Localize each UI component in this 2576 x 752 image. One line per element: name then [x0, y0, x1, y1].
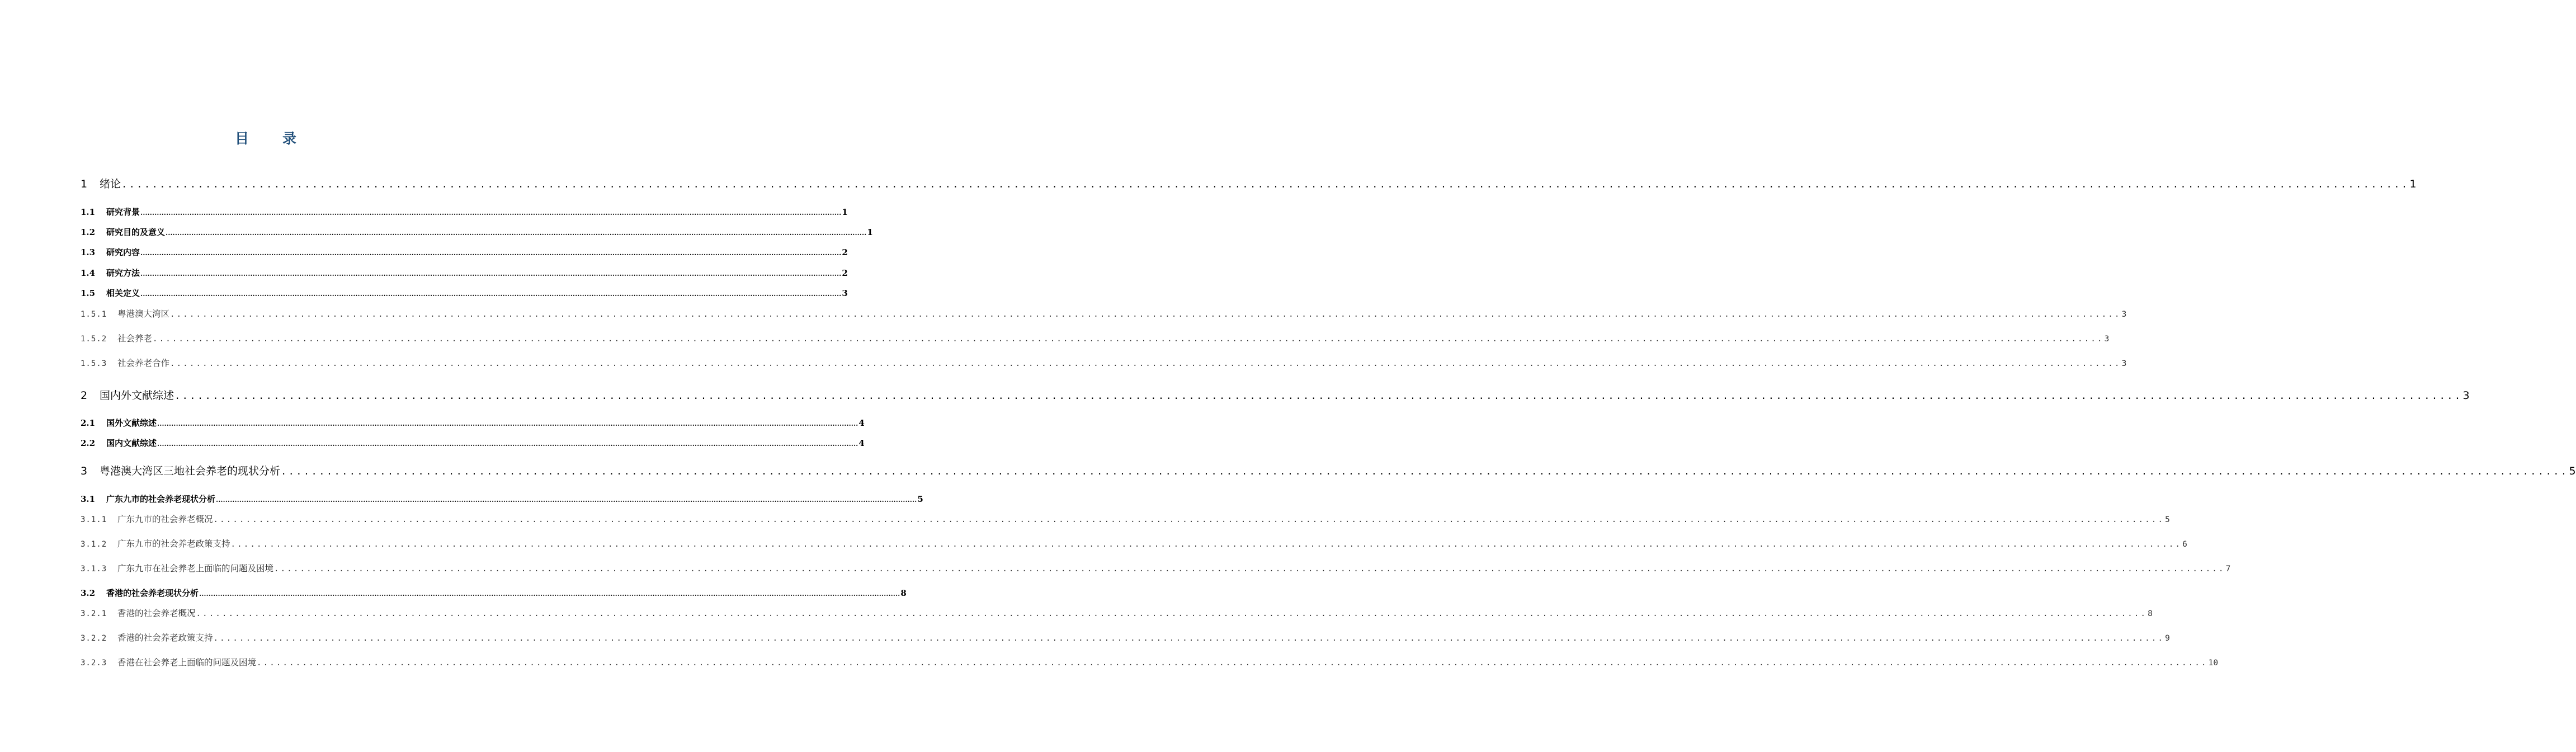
entry-page: 7: [2225, 565, 2231, 574]
entry-number: 3.1: [81, 494, 96, 504]
entry-page: 2: [842, 268, 848, 278]
entry-title: 粤港澳大湾区三地社会养老的现状分析: [100, 465, 281, 477]
entry-page: 3: [2462, 389, 2470, 402]
toc-title-char-2: 录: [282, 130, 297, 147]
entry-page: 3: [842, 288, 848, 298]
entry-page: 6: [2182, 540, 2187, 549]
dot-leader: ............................................................................................................................................................................................................................................................................................................: [213, 634, 2165, 643]
entry-number: 3.2.3: [81, 659, 107, 668]
entry-title: 香港的社会养老现状分析: [106, 588, 199, 598]
entry-page: 1: [2409, 178, 2417, 190]
toc-entry[interactable]: [81, 562, 2231, 574]
dot-leader: ............................................................................................................................................................................................................................................................................................................: [170, 310, 2121, 319]
toc-entry[interactable]: [81, 437, 865, 449]
dot-leader: ............................................................................................................................................................................................................................................................................................................: [140, 209, 842, 217]
entry-number: 1.1: [81, 207, 96, 217]
entry-title: 粤港澳大湾区: [117, 309, 170, 319]
dot-leader: ............................................................................................................................................................................................................................................................................................................: [230, 540, 2182, 549]
entry-number: 1.5.3: [81, 359, 107, 368]
entry-number: 3.2: [81, 588, 96, 598]
dot-leader: ............................................................................................................................................................................................................................................................................................................: [174, 391, 2462, 402]
dot-leader: ............................................................................................................................................................................................................................................................................................................: [157, 420, 858, 427]
toc-entry[interactable]: [81, 537, 2187, 549]
entry-number: 1.2: [81, 227, 96, 237]
dot-leader: ............................................................................................................................................................................................................................................................................................................: [199, 590, 900, 598]
entry-page: 9: [2165, 634, 2170, 643]
dot-leader: ............................................................................................................................................................................................................................................................................................................: [196, 609, 2148, 618]
entry-page: 3: [2104, 335, 2110, 344]
entry-number: 1.5: [81, 288, 96, 298]
entry-page: 3: [2121, 359, 2127, 368]
toc-entry[interactable]: [81, 246, 848, 258]
toc-entry[interactable]: [81, 287, 848, 299]
toc-entry[interactable]: [81, 631, 2170, 643]
dot-leader: ............................................................................................................................................................................................................................................................................................................: [213, 515, 2165, 524]
toc-title-char-1: 目: [234, 130, 249, 147]
toc-entry[interactable]: [81, 417, 865, 429]
toc-entry[interactable]: [81, 493, 923, 505]
dot-leader: ............................................................................................................................................................................................................................................................................................................: [166, 229, 867, 237]
dot-leader: ............................................................................................................................................................................................................................................................................................................: [170, 359, 2121, 368]
toc-entry[interactable]: [81, 587, 907, 599]
dot-leader: ............................................................................................................................................................................................................................................................................................................: [216, 496, 917, 504]
toc-entry[interactable]: [81, 607, 2153, 619]
entry-page: 10: [2208, 659, 2219, 668]
entry-title: 研究背景: [106, 207, 140, 217]
entry-page: 1: [867, 227, 873, 237]
entry-title: 香港的社会养老概况: [117, 608, 196, 618]
dot-leader: ............................................................................................................................................................................................................................................................................................................: [121, 179, 2409, 190]
entry-number: 2: [81, 389, 88, 402]
entry-title: 绪论: [100, 178, 121, 190]
dot-leader: ............................................................................................................................................................................................................................................................................................................: [140, 249, 842, 257]
dot-leader: ............................................................................................................................................................................................................................................................................................................: [140, 270, 842, 278]
entry-number: 3.2.1: [81, 609, 107, 618]
toc-entry[interactable]: [81, 356, 2127, 369]
entry-page: 4: [858, 438, 865, 448]
toc-entry[interactable]: [81, 332, 2110, 344]
entry-title: 广东九市的社会养老现状分析: [106, 494, 216, 504]
entry-title: 国内文献综述: [106, 438, 157, 448]
toc-entry[interactable]: [81, 307, 2127, 319]
entry-title: 广东九市的社会养老政策支持: [117, 539, 230, 549]
entry-title: 研究方法: [106, 268, 140, 278]
entry-page: 3: [2121, 310, 2127, 319]
toc-entry[interactable]: [81, 387, 2470, 402]
dot-leader: ............................................................................................................................................................................................................................................................................................................: [274, 565, 2225, 574]
toc-entry[interactable]: [81, 267, 848, 279]
dot-leader: ............................................................................................................................................................................................................................................................................................................: [257, 659, 2208, 668]
entry-page: 5: [917, 494, 923, 504]
entry-number: 3.1.2: [81, 540, 107, 549]
entry-page: 8: [2148, 609, 2153, 618]
entry-number: 1: [81, 178, 88, 190]
entry-number: 3: [81, 465, 88, 477]
entry-title: 相关定义: [106, 288, 140, 298]
dot-leader: ............................................................................................................................................................................................................................................................................................................: [157, 440, 858, 448]
entry-number: 2.1: [81, 418, 96, 428]
toc-entry[interactable]: [81, 463, 2576, 478]
toc-entry[interactable]: [81, 206, 848, 218]
toc-entry[interactable]: [81, 656, 2219, 668]
entry-number: 1.3: [81, 247, 96, 257]
entry-title: 国外文献综述: [106, 418, 157, 428]
entry-title: 广东九市在社会养老上面临的问题及困境: [117, 563, 274, 574]
toc-entry[interactable]: [81, 226, 873, 238]
toc-entry[interactable]: [81, 513, 2170, 525]
entry-title: 香港在社会养老上面临的问题及困境: [117, 657, 257, 668]
entry-page: 8: [900, 588, 907, 598]
entry-title: 广东九市的社会养老概况: [117, 514, 213, 524]
dot-leader: ............................................................................................................................................................................................................................................................................................................: [281, 466, 2569, 477]
dot-leader: ............................................................................................................................................................................................................................................................................................................: [140, 290, 842, 298]
entry-number: 3.1.1: [81, 515, 107, 524]
entry-page: 1: [842, 207, 848, 217]
entry-number: 2.2: [81, 438, 96, 448]
entry-number: 1.5.2: [81, 335, 107, 344]
entry-title: 香港的社会养老政策支持: [117, 633, 213, 643]
entry-title: 社会养老: [117, 333, 153, 344]
toc-title: [0, 128, 531, 148]
entry-number: 3.2.2: [81, 634, 107, 643]
entry-title: 研究内容: [106, 247, 140, 257]
entry-number: 3.1.3: [81, 565, 107, 574]
entry-page: 4: [858, 418, 865, 428]
entry-title: 研究目的及意义: [106, 227, 166, 237]
entry-page: 2: [842, 247, 848, 257]
entry-page: 5: [2165, 515, 2170, 524]
entry-page: 5: [2569, 465, 2576, 477]
toc-entry[interactable]: [81, 176, 2417, 191]
entry-title: 社会养老合作: [117, 358, 170, 368]
entry-number: 1.5.1: [81, 310, 107, 319]
dot-leader: ............................................................................................................................................................................................................................................................................................................: [153, 335, 2104, 344]
entry-number: 1.4: [81, 268, 96, 278]
entry-title: 国内外文献综述: [100, 389, 174, 402]
